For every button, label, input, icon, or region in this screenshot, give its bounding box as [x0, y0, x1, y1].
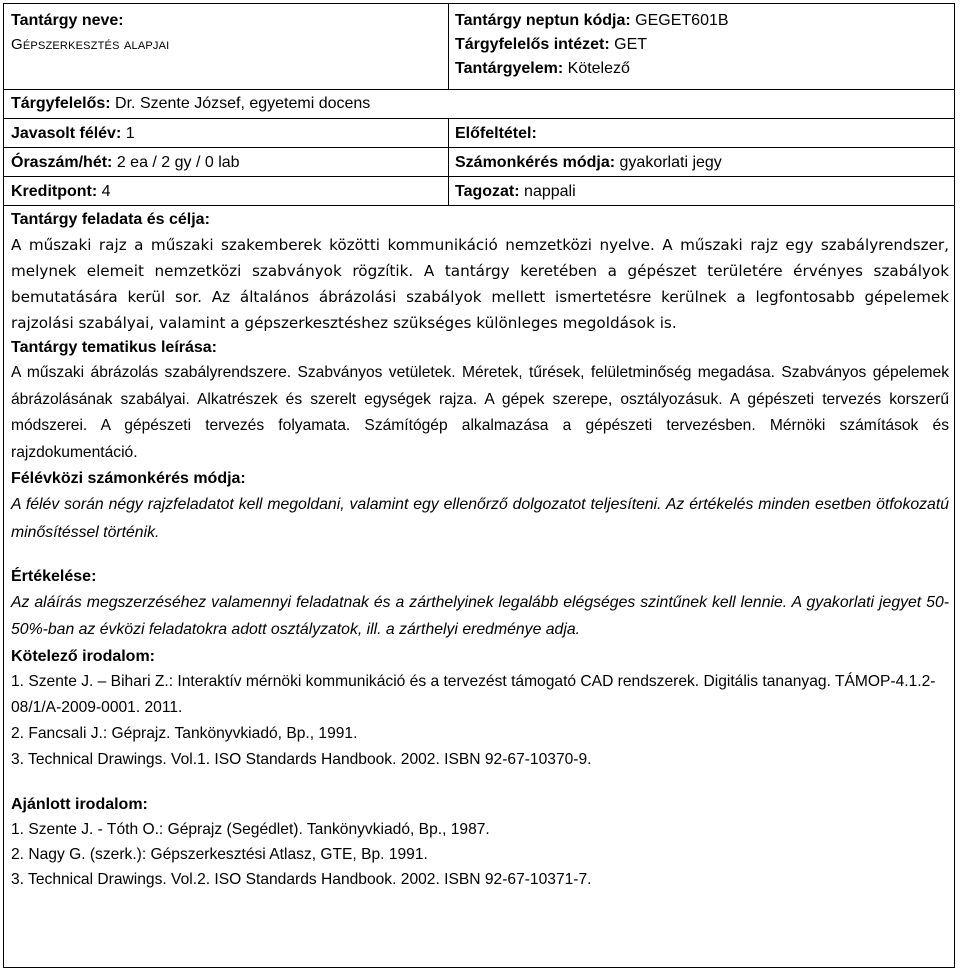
course-meta-cell	[448, 4, 954, 89]
evaluation-heading: Értékelése:	[11, 568, 97, 585]
responsible-value: Dr. Szente József, egyetemi docens	[115, 95, 371, 112]
course-name-label: Tantárgy neve:	[11, 12, 124, 29]
topics-heading: Tantárgy tematikus leírása:	[11, 339, 218, 356]
section-value: nappali	[524, 183, 576, 200]
course-name-cell	[11, 9, 441, 57]
hours-value: 2 ea / 2 gy / 0 lab	[116, 154, 240, 171]
course-name-value: Gépszerkesztés alapjai	[11, 36, 170, 53]
prereq-cell	[448, 119, 537, 147]
exam-cell	[448, 148, 722, 176]
recommended-literature-item: 3. Technical Drawings. Vol.2. ISO Standards Handbook. 2002. ISBN 92-67-10371-7.	[11, 871, 592, 888]
topics-text: A műszaki ábrázolás szabályrendszere. Szabványos vetületek. Méretek, tűrések, felületminőség megadása. Szabványos gépelemek ábrázolásának szabályai. Alkatrészek és szerelt egységek rajza. A gépek szerepe, osztályozásuk. A gépészeti tervezés korszerű módszerei. A gépészeti tervezés folyamata. Számítógép alkalmazása a gépészeti tervezésben. Mérnöki számítások és rajzdokumentáció.	[11, 364, 949, 461]
midterm-text: A félév során négy rajzfeladatot kell megoldani, valamint egy ellenőrző dolgozatot teljesíteni. Az értékelés minden esetben ötfokozatú minősítéssel történik.	[11, 496, 949, 541]
credit-label: Kreditpont:	[11, 183, 98, 200]
course-datasheet	[3, 3, 955, 968]
recommended-literature-item: 1. Szente J. - Tóth O.: Géprajz (Segédlet). Tankönyvkiadó, Bp., 1987.	[11, 821, 490, 838]
semester-row	[4, 119, 954, 148]
midterm-heading: Félévközi számonkérés módja:	[11, 470, 246, 487]
exam-label: Számonkérés módja:	[455, 154, 616, 171]
responsible-row	[4, 90, 954, 119]
prereq-label: Előfeltétel:	[455, 125, 537, 142]
exam-value: gyakorlati jegy	[619, 154, 722, 171]
credit-value: 4	[101, 183, 111, 200]
goal-heading: Tantárgy feladata és célja:	[11, 211, 210, 228]
course-code-label: Tantárgy neptun kódja:	[455, 12, 631, 29]
semester-value: 1	[125, 125, 135, 142]
recommended-literature-item: 2. Nagy G. (szerk.): Gépszerkesztési Atlasz, GTE, Bp. 1991.	[11, 846, 428, 863]
course-element-label: Tantárgyelem:	[455, 60, 564, 77]
course-element-value: Kötelező	[567, 60, 630, 77]
evaluation-text: Az aláírás megszerzéséhez valamennyi feladatnak és a zárthelyinek legalább elégséges szintűnek kell lennie. A gyakorlati jegyet 50-50%-ban az évközi feladatokra adott osztályzatok, ill. a zárthelyi eredménye adja.	[11, 594, 949, 638]
course-institute-label: Tárgyfelelős intézet:	[455, 36, 610, 53]
hours-label: Óraszám/hét:	[11, 154, 113, 171]
section-label: Tagozat:	[455, 183, 520, 200]
course-description-body	[11, 206, 949, 892]
required-literature-item: 2. Fancsali J.: Géprajz. Tankönyvkiadó, Bp., 1991.	[11, 725, 358, 742]
hours-row	[4, 148, 954, 177]
required-literature-item: 1. Szente J. – Bihari Z.: Interaktív mérnöki kommunikáció és a tervezést támogató CAD rendszerek. Digitális tananyag. TÁMOP-4.1.2-08/1/A-2009-0001. 2011.	[11, 673, 936, 716]
section-cell	[448, 177, 576, 205]
responsible-label: Tárgyfelelős:	[11, 95, 111, 112]
credit-row	[4, 177, 954, 206]
required-literature-heading: Kötelező irodalom:	[11, 648, 156, 665]
header-row	[4, 4, 954, 90]
hours-cell	[11, 151, 240, 175]
course-institute-value: GET	[614, 36, 648, 53]
required-literature-item: 3. Technical Drawings. Vol.1. ISO Standards Handbook. 2002. ISBN 92-67-10370-9.	[11, 751, 592, 768]
course-code-value: GEGET601B	[635, 12, 729, 29]
semester-label: Javasolt félév:	[11, 125, 122, 142]
credit-cell	[11, 180, 111, 204]
goal-text: A műszaki rajz a műszaki szakemberek közötti kommunikáció nemzetközi nyelve. A műszaki rajz egy szabályrendszer, melynek elemeit nemzetközi szabványok rögzítik. A tantárgy keretében a gépészet területére érvényes szabályok bemutatására kerül sor. Az általános ábrázolási szabályok mellett ismertetésre kerülnek a legfontosabb gépelemek rajzolási szabályai, valamint a gépszerkesztéshez szükséges különleges megoldások is.	[11, 236, 949, 332]
semester-cell	[11, 122, 135, 146]
recommended-literature-heading: Ajánlott irodalom:	[11, 796, 148, 813]
